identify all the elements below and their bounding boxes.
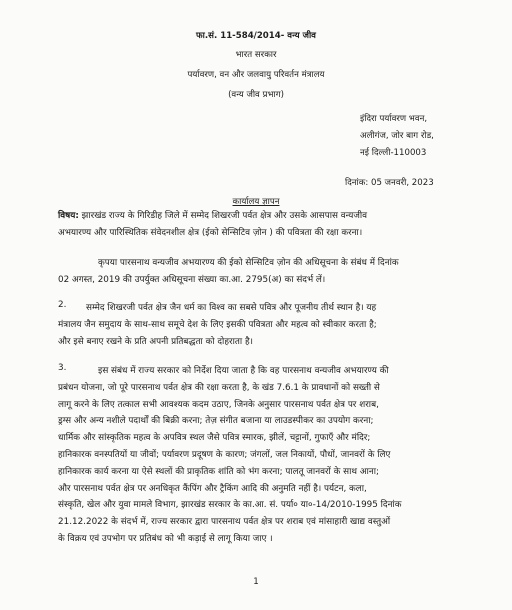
paragraph-3-number: 3. bbox=[58, 363, 67, 373]
document-date: दिनांक: 05 जनवरी, 2023 bbox=[345, 178, 434, 188]
paragraph-1 bbox=[58, 255, 476, 289]
paragraph-3-line: संस्कृति, खेल और युवा मामले विभाग, झारखंड सरकार के का.आ. सं. पर्या० या०-14/2010-1995 दिनांक bbox=[58, 500, 402, 511]
file-number: फा.सं. 11-584/2014- वन्य जीव bbox=[196, 31, 316, 41]
paragraph-2-number: 2. bbox=[58, 300, 67, 310]
subject-line-1: विषय: झारखंड राज्य के गिरिडीह जिले में सम्मेद शिखरजी पर्वत क्षेत्र और उसके आसपास वन्यजीव bbox=[58, 211, 368, 221]
address-line-2: अलीगंज, जोर बाग रोड, bbox=[360, 131, 434, 141]
paragraph-2 bbox=[58, 300, 476, 350]
paragraph-1-line: कृपया पारसनाथ वन्यजीव अभयारण्य की ईको सेन्सिटिव ज़ोन की अधिसूचना के संबंध में दिनांक bbox=[98, 258, 399, 268]
paragraph-3-line: प्रबंधन योजना, जो पूरे पारसनाथ पर्वत क्षेत्र की रक्षा करता है, के खंड 7.6.1 के प्रावधानों को सख्ती से bbox=[58, 382, 380, 393]
address-line-1: इंदिरा पर्यावरण भवन, bbox=[360, 114, 428, 124]
document-title: कार्यालय ज्ञापन bbox=[232, 197, 280, 207]
paragraph-3-line: ड्रग्स और अन्य नशीले पदार्थों की बिक्री करना; तेज़ संगीत बजाना या लाउडस्पीकर का उपयोग करना; bbox=[58, 416, 374, 427]
paragraph-3-line: 21.12.2022 के संदर्भ में, राज्य सरकार द्वारा पारसनाथ पर्वत क्षेत्र पर शराब एवं मांसाहारी खाद्य वस्तुओं bbox=[58, 517, 391, 528]
government-name: भारत सरकार bbox=[235, 50, 277, 60]
paragraph-3-line: और पारसनाथ पर्वत क्षेत्र पर अनधिकृत कैंपिंग और ट्रैकिंग आदि की अनुमति नहीं है। पर्यटन, कला, bbox=[58, 483, 367, 494]
ministry-name: पर्यावरण, वन और जलवायु परिवर्तन मंत्रालय bbox=[187, 70, 325, 80]
subject-block bbox=[58, 208, 476, 242]
paragraph-3 bbox=[58, 363, 476, 548]
subject-label: विषय: bbox=[58, 211, 79, 221]
paragraph-3-line: लागू करने के लिए तत्काल सभी आवश्यक कदम उठाए, जिनके अनुसार पारसनाथ पर्वत क्षेत्र पर शराब, bbox=[58, 399, 379, 410]
paragraph-1-line: 02 अगस्त, 2019 की उपर्युक्त अधिसूचना संख्या का.आ. 2795(अ) का संदर्भ लें। bbox=[58, 274, 326, 285]
page-number: 1 bbox=[253, 577, 259, 587]
paragraph-3-line: हानिकारक वनस्पतियों या जीवों; पर्यावरण प्रदूषण के कारण; जंगलों, जल निकायों, पौधों, जानवरों के लिए bbox=[58, 449, 391, 460]
division-name: (वन्य जीव प्रभाग) bbox=[228, 90, 284, 100]
paragraph-3-line: इस संबंध में राज्य सरकार को निर्देश दिया जाता है कि वह पारसनाथ वन्यजीव अभयारण्य की bbox=[98, 366, 389, 376]
subject-line-2: अभयारण्य और पारिस्थितिक संवेदनशील क्षेत्र (ईको सेन्सिटिव ज़ोन ) की पवित्रता की रक्षा करना। bbox=[58, 227, 363, 238]
address-line-3: नई दिल्ली-110003 bbox=[360, 148, 427, 158]
paragraph-3-line: हानिकारक कार्य करना या ऐसे स्थलों की प्राकृतिक शांति को भंग करना; पालतू जानवरों के साथ आना; bbox=[58, 466, 379, 477]
paragraph-2-line: सम्मेद शिखरजी पर्वत क्षेत्र जैन धर्म का विश्व का सबसे पवित्र और पूजनीय तीर्थ स्थान है। यह bbox=[86, 303, 377, 313]
paragraph-2-line: और इसे बनाए रखने के प्रति अपनी प्रतिबद्धता को दोहराता है। bbox=[58, 336, 253, 347]
paragraph-2-line: मंत्रालय जैन समुदाय के साथ-साथ समूचे देश के लिए इसकी पवित्रता और महत्व को स्वीकार करता है; bbox=[58, 319, 377, 330]
paragraph-3-line: के विक्रय एवं उपभोग पर प्रतिबंध को भी कड़ाई से लागू किया जाए । bbox=[58, 533, 273, 544]
paragraph-3-line: धार्मिक और सांस्कृतिक महत्व के अपवित्र स्थल जैसे पवित्र स्मारक, झीलें, चट्टानों, गुफाएँ और मंदिर; bbox=[58, 433, 371, 444]
